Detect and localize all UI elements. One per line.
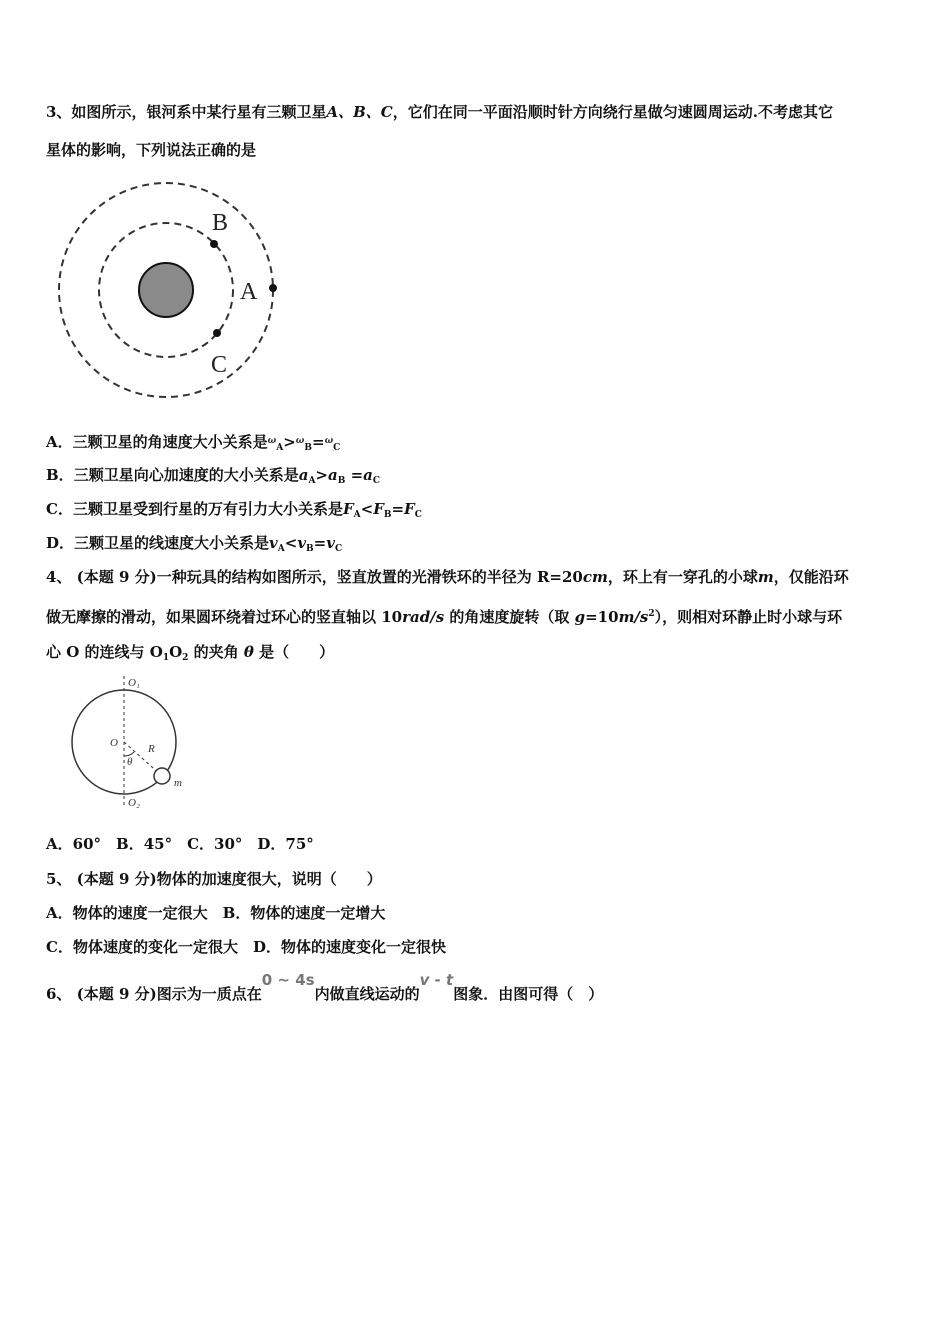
- label-m: m: [174, 777, 182, 789]
- label-o: O: [110, 737, 118, 749]
- time-range-formula: 0 ~ 4s: [261, 971, 315, 989]
- label-o1: O₁: [128, 677, 140, 689]
- q3-option-d: D．三颗卫星的线速度大小关系是$v_A<v_B=v_C$: [46, 534, 343, 554]
- q4-stem-line3: 心 O 的连线与 $O_1O_2$ 的夹角 θ 是（ ）: [46, 643, 335, 663]
- ball-m: [154, 768, 170, 784]
- satellite-a: [269, 284, 277, 292]
- label-a: A: [240, 279, 258, 305]
- satellite-b: [210, 240, 218, 248]
- orbit-figure: [54, 180, 284, 405]
- label-r: R: [148, 743, 155, 755]
- q5-options-row2: C．物体速度的变化一定很大 D．物体的速度变化一定很快: [46, 938, 446, 956]
- q3-option-a: A．三颗卫星的角速度大小关系是$^\omega_A$>$^\omega_B$=$^\omega_C$: [46, 433, 341, 453]
- ring-figure: [68, 672, 198, 812]
- q4-options: A．60° B．45° C．30° D．75°: [46, 835, 314, 853]
- q3-option-c: C．三颗卫星受到行星的万有引力大小关系是$F_A<F_B=F_C$: [46, 500, 422, 520]
- q5-stem: 5、 (本题 9 分)物体的加速度很大，说明（ ）: [46, 870, 382, 888]
- q5-options-row1: A．物体的速度一定很大 B．物体的速度一定增大: [46, 904, 386, 922]
- label-theta: θ: [127, 756, 133, 768]
- vt-formula: v - t: [419, 971, 454, 989]
- label-c: C: [211, 352, 228, 378]
- planet: [139, 263, 193, 317]
- q4-stem-line1: 4、 (本题 9 分)一种玩具的结构如图所示，竖直放置的光滑铁环的半径为 R=20cm，环上有一穿孔的小球m，仅能沿环: [46, 568, 849, 586]
- q4-stem-line2: 做无摩擦的滑动，如果圆环绕着过环心的竖直轴以 10rad/s 的角速度旋转（取 $g=10m/s^2$），则相对环静止时小球与环: [46, 608, 843, 626]
- satellite-c: [213, 329, 221, 337]
- q3-option-b: B．三颗卫星向心加速度的大小关系是$a_A>a_B =a_C$: [46, 466, 381, 486]
- q6-stem: 6、 (本题 9 分)图示为一质点在0 ~ 4s内做直线运动的v - t图象．由图可得（ ）: [46, 971, 604, 1003]
- q3-stem-line2: 星体的影响，下列说法正确的是: [46, 141, 257, 159]
- q3-stem-line1: 3、如图所示，银河系中某行星有三颗卫星A、B、C，它们在同一平面沿顺时针方向绕行星做匀速圆周运动.不考虑其它: [46, 103, 833, 121]
- label-o2: O₂: [128, 797, 140, 809]
- label-b: B: [212, 210, 229, 236]
